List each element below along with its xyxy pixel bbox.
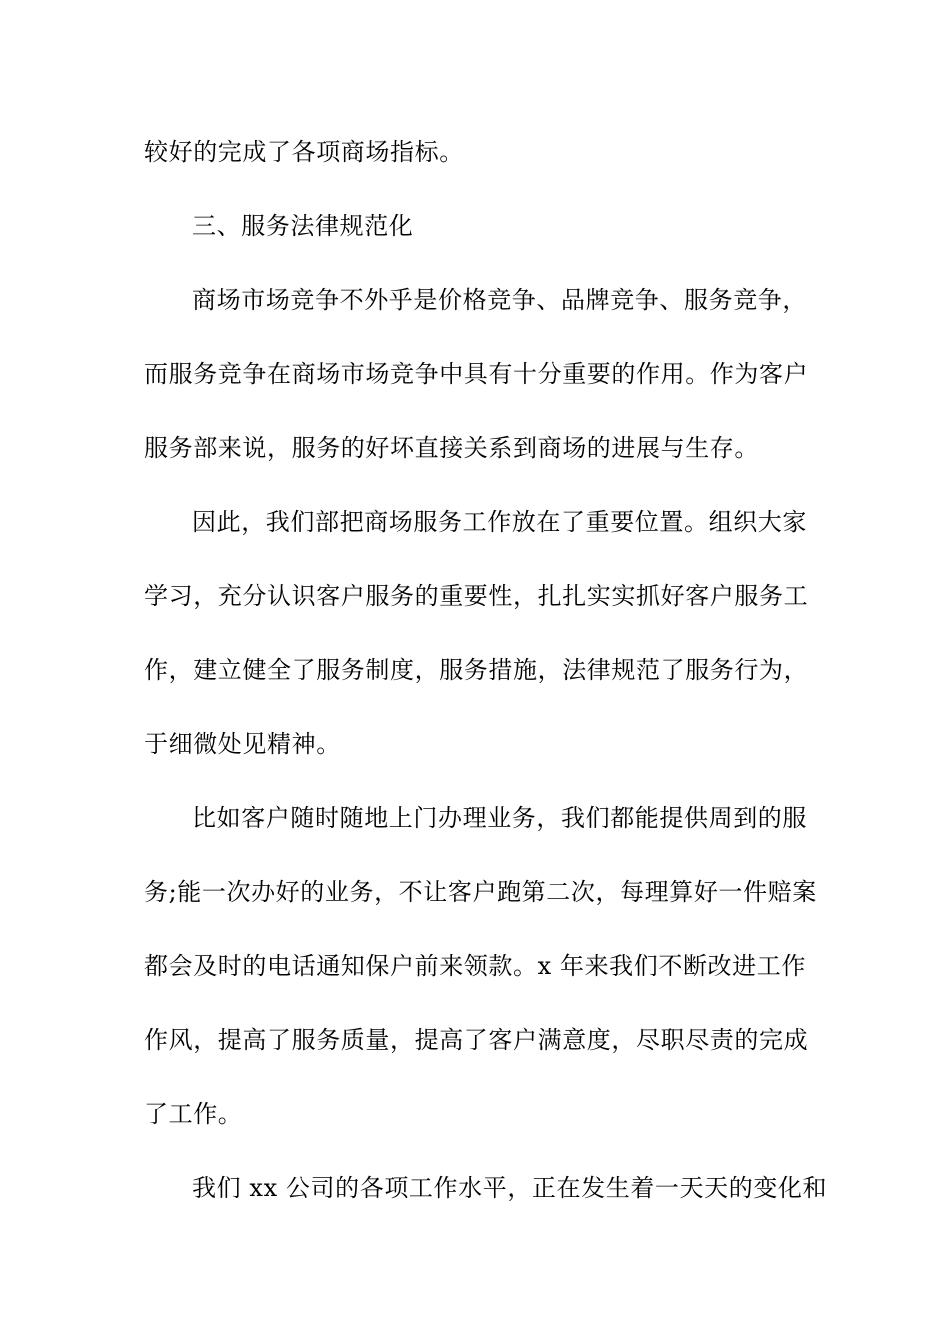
section-heading: 三、服务法律规范化 [192,212,414,240]
paragraph-line: 学习，充分认识客户服务的重要性，扎扎实实抓好客户服务工 [144,582,809,610]
paragraph-line: 务;能一次办好的业务，不让客户跑第二次，每理算好一件赔案 [144,878,817,906]
paragraph-line: 服务部来说，服务的好坏直接关系到商场的进展与生存。 [144,434,759,462]
paragraph-line: 作风，提高了服务质量，提高了客户满意度，尽职尽责的完成 [144,1026,809,1054]
paragraph-line: 而服务竞争在商场市场竞争中具有十分重要的作用。作为客户 [144,360,809,388]
paragraph-line: 都会及时的电话通知保户前来领款。x 年来我们不断改进工作 [144,952,806,980]
paragraph-line: 作，建立健全了服务制度，服务措施，法律规范了服务行为， [144,656,809,684]
paragraph-line: 较好的完成了各项商场指标。 [144,138,464,166]
paragraph-line: 因此，我们部把商场服务工作放在了重要位置。组织大家 [192,508,807,536]
paragraph-line: 我们 xx 公司的各项工作水平，正在发生着一天天的变化和 [192,1174,828,1202]
paragraph-line: 比如客户随时随地上门办理业务，我们都能提供周到的服 [192,804,807,832]
paragraph-line: 商场市场竞争不外乎是价格竞争、品牌竞争、服务竞争， [192,286,807,314]
paragraph-line: 了工作。 [144,1100,243,1128]
paragraph-line: 于细微处见精神。 [144,730,341,758]
